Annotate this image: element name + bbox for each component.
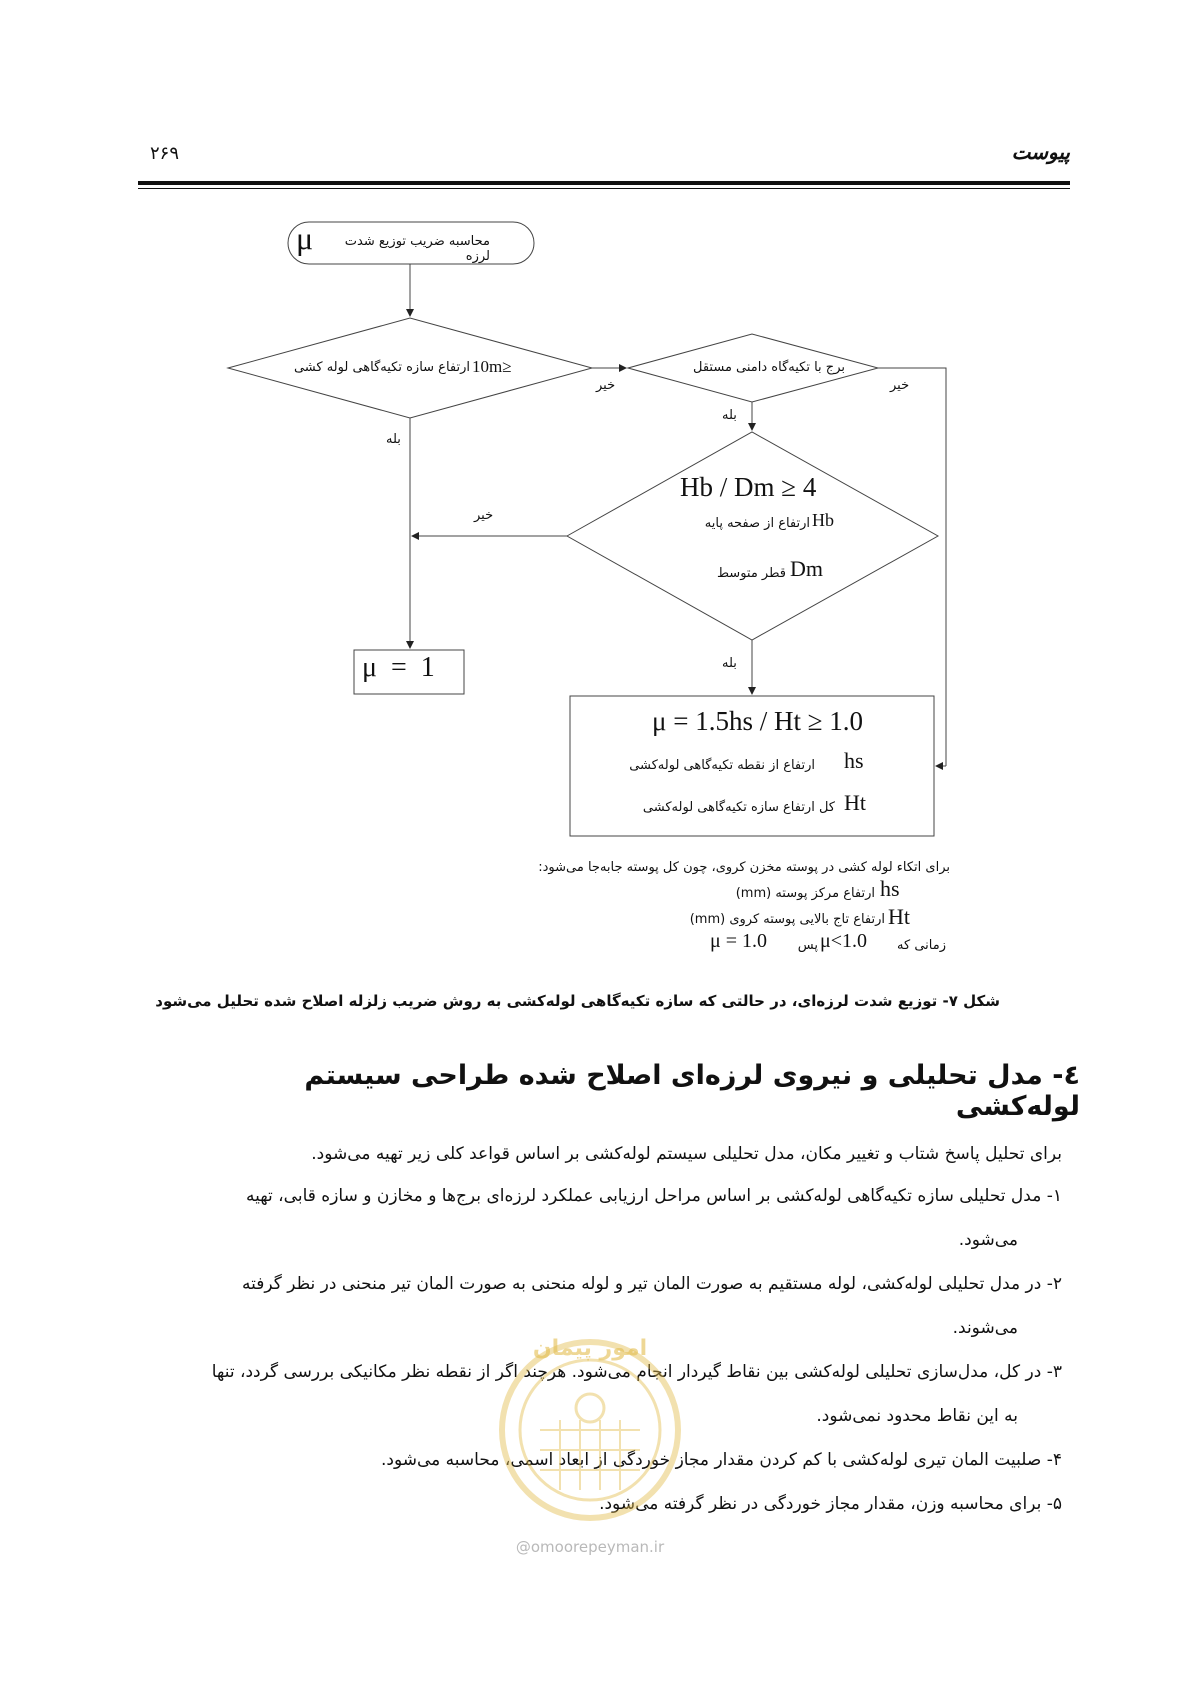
list-item-2-continued: می‌شوند. — [952, 1318, 1018, 1338]
result2-ht-desc: کل ارتفاع سازه تکیه‌گاهی لوله‌کشی — [642, 800, 835, 815]
decision3-diamond — [567, 432, 938, 640]
figure-caption: شکل ۷- توزیع شدت لرزه‌ای، در حالتی که سازه تکیه‌گاهی لوله‌کشی به روش ضریب زلزله اصلاح شده تحلیل می‌شود — [155, 992, 1000, 1010]
decision2-label: برج با تکیه‌گاه دامنی مستقل — [693, 360, 845, 375]
decision1-no-label: خیر — [596, 378, 616, 393]
watermark-logo-text: امور پیمان — [532, 1336, 648, 1361]
list-item-3-line1: ۳- در کل، مدل‌سازی تحلیلی لوله‌کشی بین نقاط گیردار انجام می‌شود. هرچند اگر از نقطه نظر مکانیکی بررسی گردد، تنها — [211, 1362, 1062, 1382]
note-then: پس — [797, 938, 818, 953]
decision3-hb-desc: ارتفاع از صفحه پایه — [704, 516, 810, 531]
start-mu-symbol: μ — [296, 220, 314, 256]
list-item-5: ۵- برای محاسبه وزن، مقدار مجاز خوردگی در نظر گرفته می‌شود. — [599, 1494, 1062, 1514]
note-condition: μ<1.0 — [820, 930, 868, 952]
decision3-formula: Hb / Dm ≥ 4 — [680, 472, 817, 502]
list-item-1 — [122, 1182, 1062, 1210]
decision1-condition: 10m≥ — [472, 357, 512, 376]
note-ht-desc: ارتفاع تاج بالایی پوسته کروی (mm) — [689, 912, 885, 927]
decision1-yes-label: بله — [386, 432, 401, 447]
page-number: ۲۶۹ — [150, 143, 180, 164]
decision1-label: ارتفاع سازه تکیه‌گاهی لوله کشی — [293, 360, 470, 375]
decision3-dm-desc: قطر متوسط — [716, 566, 786, 581]
note-ht-symbol: Ht — [888, 904, 910, 929]
result2-ht-symbol: Ht — [844, 790, 866, 815]
result2-formula: μ = 1.5hs / Ht ≥ 1.0 — [652, 706, 864, 736]
note-hs-desc: ارتفاع مرکز پوسته (mm) — [735, 886, 875, 901]
section-heading: ٤- مدل تحلیلی و نیروی لرزه‌ای اصلاح شده طراحی سیستم لوله‌کشی — [304, 1060, 1080, 1122]
list-item-4: ۴- صلبیت المان تیری لوله‌کشی با کم کردن مقدار مجاز خوردگی از ابعاد اسمی، محاسبه می‌شود. — [381, 1450, 1062, 1470]
result1-formula: μ = 1 — [362, 652, 435, 683]
start-label: محاسبه ضریب توزیع شدت لرزه — [344, 234, 490, 264]
decision3-dm-symbol: Dm — [790, 556, 823, 581]
section-intro: برای تحلیل پاسخ شتاب و تغییر مکان، مدل تحلیلی سیستم لوله‌کشی بر اساس قواعد کلی زیر تهیه می‌شود. — [311, 1144, 1062, 1164]
list-item-1-continued: می‌شود. — [958, 1230, 1018, 1250]
result2-hs-symbol: hs — [844, 748, 864, 773]
note-result: μ = 1.0 — [710, 930, 768, 952]
page-header-title: پیوست — [1011, 140, 1070, 164]
watermark-url: @omoorepeyman.ir — [515, 1538, 665, 1556]
note-when: زمانی که — [897, 938, 946, 953]
note-hs-symbol: hs — [880, 876, 900, 901]
decision3-no-label: خیر — [474, 508, 494, 523]
list-item-2-line1: ۲- در مدل تحلیلی لوله‌کشی، لوله مستقیم به صورت المان تیر و لوله منحنی به صورت المان تیر منحنی در نظر گرفته — [241, 1274, 1062, 1294]
decision3-yes-label: بله — [722, 656, 737, 671]
decision2-yes-label: بله — [722, 408, 737, 423]
decision2-no-label: خیر — [890, 378, 910, 393]
list-item-1-line1: ۱- مدل تحلیلی سازه تکیه‌گاهی لوله‌کشی بر اساس مراحل ارزیابی عملکرد لرزه‌ای برج‌ها و مخازن و سازه قابی، تهیه — [245, 1186, 1062, 1206]
list-item-2 — [122, 1270, 1062, 1298]
decision3-hb-symbol: Hb — [812, 510, 834, 530]
note-intro: برای اتکاء لوله کشی در پوسته مخزن کروی، چون کل پوسته جابه‌جا می‌شود: — [538, 860, 950, 875]
result2-hs-desc: ارتفاع از نقطه تکیه‌گاهی لوله‌کشی — [629, 758, 815, 773]
list-item-3-continued: به این نقاط محدود نمی‌شود. — [816, 1406, 1018, 1426]
